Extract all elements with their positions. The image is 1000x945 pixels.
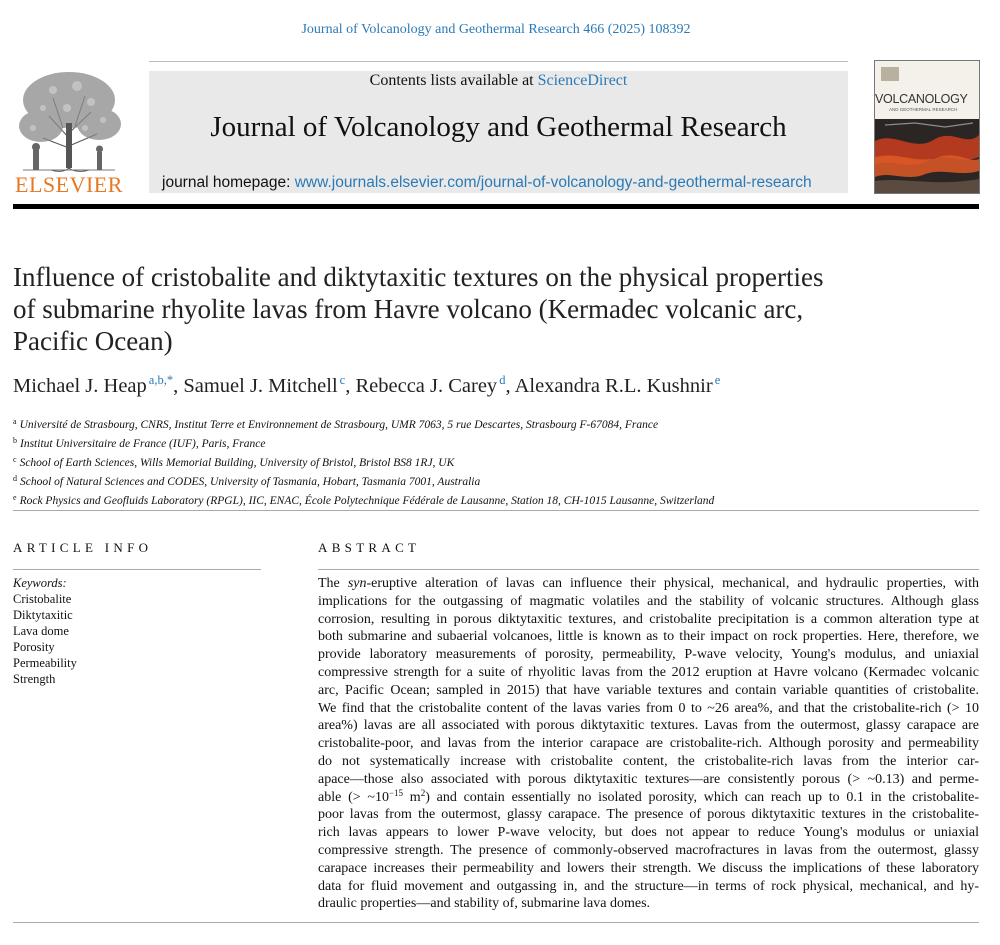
affiliation-text: Institut Universitaire de France (IUF), Paris, France bbox=[20, 438, 266, 450]
author-name[interactable]: Samuel J. Mitchell bbox=[183, 375, 338, 397]
abstract-line: compressive strength. The presence of commonly-observed macrofractures in lavas from the outermost, glassy bbox=[318, 842, 979, 858]
affiliation-key: d bbox=[13, 474, 17, 483]
homepage-label: journal homepage: bbox=[162, 174, 295, 191]
journal-cover-thumbnail[interactable] bbox=[874, 60, 980, 194]
abstract-line: provide laboratory measurements of porosity, permeability, P-wave velocity, Young's modulus, and uniaxial bbox=[318, 647, 979, 663]
journal-citation[interactable]: Journal of Volcanology and Geothermal Research 466 (2025) 108392 bbox=[301, 22, 691, 37]
journal-homepage bbox=[162, 174, 812, 192]
abstract-line: both submarine and subaerial volcanoes, little is known as to their impact on rock properties. Here, therefore, we bbox=[318, 629, 979, 645]
affiliation-item bbox=[13, 433, 714, 452]
keywords-block bbox=[13, 575, 77, 687]
abstract-line: cristobalite-poor, and lavas from the interior carapace are cristobalite-rich. Although porosity and permeability bbox=[318, 736, 979, 752]
affiliation-text: Université de Strasbourg, CNRS, Institut Terre et Environnement de Strasbourg, UMR 7063, 5 rue Descartes, Strasbourg F-67084, France bbox=[19, 419, 659, 431]
header-divider bbox=[13, 204, 979, 209]
affiliation-text: School of Earth Sciences, Wills Memorial Building, University of Bristol, Bristol BS8 1RJ, UK bbox=[19, 457, 455, 469]
author-name[interactable]: Rebecca J. Carey bbox=[355, 375, 498, 397]
abstract-line: draulic properties—and stability of, submarine lava domes. bbox=[318, 896, 651, 912]
affiliation-text: School of Natural Sciences and CODES, University of Tasmania, Hobart, Tasmania 7001, Australia bbox=[20, 476, 481, 488]
journal-title: Journal of Volcanology and Geothermal Research bbox=[210, 111, 787, 143]
affiliation-text: Rock Physics and Geofluids Laboratory (RPGL), IIC, ENAC, École Polytechnique Fédérale de Lausanne, Station 18, CH-1015 Lausanne, Switzerland bbox=[19, 495, 715, 507]
abstract-line: apace—those also associated with porous diktytaxitic textures—are consistently porous (> ~0.13) and perme- bbox=[318, 771, 979, 787]
abstract-line: corrosion, resulting in porous diktytaxitic textures, and cristobalite precipitation is a common alteration type at bbox=[318, 611, 979, 627]
abstract-line: able (> $\sim 10^{-15}$ $m^2$) and contain essentially no isolated porosity, which can reach up to 0.1 in the cristobalite- bbox=[318, 787, 979, 805]
keyword-item[interactable]: Porosity bbox=[13, 640, 55, 654]
contents-text: Contents lists available at bbox=[369, 72, 538, 89]
abstract-line: area%) lavas are all associated with porous diktytaxitic textures. Lavas from the outermost, glassy carapace are bbox=[318, 718, 979, 734]
abstract-line: compressive strength for a suite of rhyolitic lavas from the 2012 eruption at Havre volcano (Kermadec volcanic bbox=[318, 664, 979, 680]
author-affiliation-marker[interactable]: c bbox=[339, 373, 346, 387]
cover-artwork bbox=[875, 61, 979, 193]
affiliation-item bbox=[13, 471, 714, 490]
footer-rule bbox=[13, 922, 979, 923]
affiliation-item bbox=[13, 490, 714, 509]
abstract-line: data for fluid movement and outgassing in, and the structure—in terms of rock physical, mechanical, and hy- bbox=[318, 878, 979, 894]
article-info-heading: ARTICLE INFO bbox=[13, 540, 153, 555]
author-list: Michael J. Heap $^{a,b,*}$, Samuel J. Mitchell $^c$, Rebecca J. Carey $^d$, Alexandra R.L. Kushnir $^e$ bbox=[13, 373, 721, 397]
affiliation-key: e bbox=[13, 493, 17, 502]
author-name[interactable]: Alexandra R.L. Kushnir bbox=[514, 375, 713, 397]
abstract-body bbox=[318, 575, 979, 913]
author-name[interactable]: Michael J. Heap bbox=[13, 375, 147, 397]
keyword-item[interactable]: Cristobalite bbox=[13, 592, 72, 606]
keywords-label: Keywords: bbox=[13, 576, 67, 590]
affiliation-key: a bbox=[13, 417, 17, 426]
title-line: Pacific Ocean) bbox=[13, 326, 173, 356]
abstract-line: poor lavas from the outermost, glassy carapace. The presence of porous diktytaxitic textures in the cristobalite- bbox=[318, 807, 979, 823]
section-divider bbox=[13, 510, 979, 511]
title-line: of submarine rhyolite lavas from Havre volcano (Kermadec volcanic arc, bbox=[13, 294, 804, 324]
abstract-line: do not systematically increase with cristobalite content, the cristobalite-rich lavas from the interior car- bbox=[318, 753, 979, 769]
affiliation-key: c bbox=[13, 455, 17, 464]
article-info-rule bbox=[13, 569, 261, 570]
keyword-item[interactable]: Strength bbox=[13, 672, 56, 686]
author-affiliation-marker[interactable]: a,b,* bbox=[148, 373, 174, 387]
abstract-rule bbox=[318, 569, 979, 570]
author-affiliation-marker[interactable]: e bbox=[714, 373, 721, 387]
keyword-item[interactable]: Permeability bbox=[13, 656, 77, 670]
abstract-line: arc, Pacific Ocean; sampled in 2015) that have variable textures and contain variable quantities of cristobalite. bbox=[318, 682, 979, 698]
keyword-item[interactable]: Diktytaxitic bbox=[13, 608, 73, 622]
cover-subtitle: AND GEOTHERMAL RESEARCH bbox=[889, 107, 958, 112]
affiliations bbox=[13, 414, 714, 509]
affiliation-key: b bbox=[13, 436, 17, 445]
sciencedirect-link[interactable]: ScienceDirect bbox=[537, 72, 628, 89]
article-title bbox=[13, 261, 873, 357]
abstract-line: We find that the cristobalite content of the lavas varies from 0 to ~26 area%, and that the cristobalite-rich (> 10 bbox=[318, 700, 979, 716]
contents-line bbox=[149, 72, 848, 90]
homepage-link[interactable]: www.journals.elsevier.com/journal-of-volcanology-and-geothermal-research bbox=[294, 174, 812, 191]
abstract-line: The syn-eruptive alteration of lavas can influence their physical, mechanical, and hydraulic properties, with bbox=[318, 576, 979, 591]
abstract-line: rich lavas appears to lower P-wave velocity, but does not appear to reduce Young's modulus or uniaxial bbox=[318, 825, 979, 841]
author-affiliation-marker[interactable]: d bbox=[499, 373, 506, 387]
cover-title: VOLCANOLOGY bbox=[875, 92, 968, 106]
elsevier-wordmark[interactable]: ELSEVIER bbox=[15, 172, 123, 197]
affiliation-item bbox=[13, 452, 714, 471]
title-line: Influence of cristobalite and diktytaxitic textures on the physical properties bbox=[13, 262, 824, 292]
header-top-rule bbox=[149, 61, 848, 62]
keyword-item[interactable]: Lava dome bbox=[13, 624, 69, 638]
abstract-line: carapace increases their permeability and lowers their strength. We discuss the implications of these laboratory bbox=[318, 860, 979, 876]
abstract-heading: ABSTRACT bbox=[318, 540, 421, 555]
affiliation-item bbox=[13, 414, 714, 433]
abstract-line: implications for the outgassing of magmatic volatiles and the stability of volcanic structures. Although glass bbox=[318, 593, 979, 609]
